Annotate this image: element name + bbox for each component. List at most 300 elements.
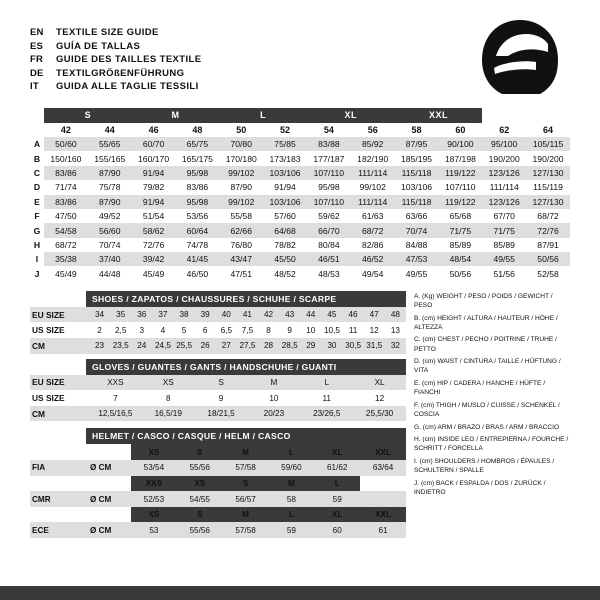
size-cell: 45 <box>327 310 337 320</box>
size-cell: M <box>270 377 278 387</box>
size-cell: 10 <box>306 325 316 335</box>
measurement-cell: 61/63 <box>351 209 395 223</box>
helmet-size-cell: 53/54 <box>143 463 165 473</box>
measurement-cell: 83/88 <box>307 137 351 151</box>
size-cell: 39 <box>200 310 210 320</box>
measurement-cell: 111/114 <box>351 166 395 180</box>
size-group-header-row <box>30 108 570 123</box>
size-cell: L <box>324 377 329 387</box>
measurement-row-label: A <box>33 139 41 150</box>
measurement-cell: 49/55 <box>482 252 526 266</box>
table-row <box>30 238 570 252</box>
measurement-cell: 177/187 <box>307 151 351 165</box>
language-code: ES <box>30 40 44 52</box>
helmet-size-cell: 57/58 <box>235 525 256 535</box>
measurement-cell: 123/126 <box>482 195 526 209</box>
helmet-value-row <box>30 491 406 507</box>
corner-cell <box>30 123 44 137</box>
size-number: 44 <box>104 124 115 135</box>
lower-section <box>30 291 570 538</box>
size-cell: 34 <box>95 310 105 320</box>
measurement-cell: 52/58 <box>526 266 570 280</box>
table-row <box>30 322 406 338</box>
helmet-size-cell: 56/57 <box>235 494 256 504</box>
legend-item: H. (cm) INSIDE LEG / ENTREPIERNA / FOURCHE / SCHRITT / FORCELLA <box>414 436 569 453</box>
helmet-size-header: XXL <box>360 444 406 460</box>
measurement-cell: 45/49 <box>132 266 176 280</box>
measurement-cell: 68/72 <box>351 223 395 237</box>
size-cell: 29 <box>306 341 316 351</box>
measurement-legend <box>414 291 570 538</box>
measurement-cell: 67/70 <box>482 209 526 223</box>
helmet-section <box>30 428 406 538</box>
size-cell: 7 <box>113 393 118 403</box>
measurement-cell: 45/49 <box>44 266 88 280</box>
measurement-cell: 95/98 <box>175 195 219 209</box>
size-number: 46 <box>148 124 159 135</box>
helmet-section-title: HELMET / CASCO / CASQUE / HELM / CASCO <box>86 428 406 444</box>
measurement-cell: 85/92 <box>351 137 395 151</box>
helmet-header-row <box>30 507 406 523</box>
size-cell: 6 <box>202 325 208 335</box>
footer-bar <box>0 586 600 600</box>
helmet-size-header: XL <box>314 444 360 460</box>
measurement-row-label: B <box>33 153 41 164</box>
legend-item: E. (cm) HIP / CADERA / HANCHE / HÜFTE / FIANCHI <box>414 380 546 397</box>
measurement-row-label: E <box>34 196 40 207</box>
row-label: US SIZE <box>32 393 65 404</box>
helmet-size-header: L <box>314 476 360 492</box>
measurement-cell: 103/106 <box>395 180 439 194</box>
size-cell: 16,5/19 <box>154 409 182 419</box>
table-row <box>30 180 570 194</box>
measurement-cell: 190/200 <box>526 151 570 165</box>
measurement-cell: 90/100 <box>438 137 482 151</box>
language-title: TEXTILGRÖßENFÜHRUNG <box>56 67 185 79</box>
measurement-cell: 60/64 <box>175 223 219 237</box>
measurement-cell: 105/115 <box>526 137 570 151</box>
size-cell: 23,5 <box>112 341 129 351</box>
size-group-s: S <box>44 108 132 123</box>
legend-item: A. (Kg) WEIGHT / PESO / POIDS / GEWICHT / PESO <box>414 292 553 310</box>
measurement-cell: 44/48 <box>88 266 132 280</box>
measurement-cell: 78/82 <box>263 238 307 252</box>
measurement-row-label: J <box>34 268 40 279</box>
measurement-cell: 91/94 <box>132 195 176 209</box>
measurement-cell: 68/72 <box>526 209 570 223</box>
gloves-table <box>30 375 406 422</box>
measurement-cell: 95/100 <box>482 137 526 151</box>
helmet-size-header: L <box>268 507 314 523</box>
row-label: CM <box>32 340 46 351</box>
legend-item: F. (cm) THIGH / MUSLO / CUISSE / SCHENKEL / COSCIA <box>414 401 560 419</box>
helmet-size-cell: 53 <box>149 525 159 535</box>
size-cell: 25,5 <box>176 341 193 351</box>
size-number: 64 <box>543 124 554 135</box>
measurement-cell: 185/195 <box>395 151 439 165</box>
size-cell: 44 <box>306 310 316 320</box>
measurement-cell: 82/86 <box>351 238 395 252</box>
helmet-size-cell: 55/56 <box>189 525 210 535</box>
measurement-cell: 115/119 <box>526 180 570 194</box>
legend-item: D. (cm) WAIST / CINTURA / TAILLE / HÜFTUNG / VITA <box>414 358 561 375</box>
language-code: FR <box>30 54 44 66</box>
size-cell: 32 <box>390 341 400 351</box>
measurement-cell: 111/114 <box>482 180 526 194</box>
measurement-cell: 83/86 <box>44 166 88 180</box>
size-group-xxl: XXL <box>395 108 483 123</box>
helmet-size-header: XS <box>131 507 177 523</box>
spacer-cell <box>30 476 89 492</box>
measurement-cell: 115/118 <box>395 166 439 180</box>
measurement-cell: 37/40 <box>88 252 132 266</box>
size-cell: 48 <box>390 310 400 320</box>
measurement-cell: 55/65 <box>88 137 132 151</box>
helmet-size-cell: 55/56 <box>189 463 210 473</box>
size-cell: 43 <box>285 310 295 320</box>
size-cell: 27,5 <box>239 341 256 351</box>
measurement-cell: 48/52 <box>263 266 307 280</box>
size-cell: 5 <box>181 325 187 335</box>
measurement-cell: 49/52 <box>88 209 132 223</box>
table-row <box>30 223 570 237</box>
table-row <box>30 151 570 165</box>
size-cell: 25,5/30 <box>365 409 394 419</box>
size-cell: 9 <box>218 393 224 403</box>
size-group-m: M <box>132 108 220 123</box>
size-cell: 28 <box>264 341 274 351</box>
measurement-cell: 53/56 <box>175 209 219 223</box>
measurement-cell: 64/68 <box>263 223 307 237</box>
measurement-cell: 75/85 <box>263 137 307 151</box>
size-cell: 28,5 <box>281 341 298 351</box>
measurement-cell: 85/89 <box>438 238 482 252</box>
measurement-cell: 55/58 <box>219 209 263 223</box>
measurement-cell: 71/75 <box>438 223 482 237</box>
size-number: 54 <box>323 124 334 135</box>
measurement-cell: 65/75 <box>175 137 219 151</box>
measurement-cell: 80/84 <box>307 238 351 252</box>
measurement-row-label: G <box>33 225 41 236</box>
size-cell: 11 <box>322 393 331 403</box>
measurement-cell: 111/114 <box>351 195 395 209</box>
measurement-cell: 66/70 <box>307 223 351 237</box>
size-cell: 13 <box>390 325 400 335</box>
helmet-standard-label: ECE <box>32 525 49 535</box>
size-cell: 18/21,5 <box>207 409 235 419</box>
measurement-cell: 173/183 <box>263 151 307 165</box>
size-cell: 11 <box>348 325 358 335</box>
helmet-size-cell: 60 <box>332 525 342 535</box>
helmet-size-cell: 57/58 <box>235 463 256 473</box>
helmet-icon <box>474 16 566 104</box>
measurement-cell: 187/198 <box>438 151 482 165</box>
helmet-size-header: M <box>223 444 269 460</box>
helmet-unit-label: Ø CM <box>90 494 112 504</box>
legend-item: I. (cm) SHOULDERS / HOMBROS / ÉPAULES / SCHULTERN / SPALLE <box>414 458 555 475</box>
helmet-size-cell: 61 <box>378 525 388 535</box>
size-cell: 30 <box>327 341 337 351</box>
language-title: GUIDE DES TAILLES TEXTILE <box>56 54 202 66</box>
measurement-cell: 63/66 <box>395 209 439 223</box>
size-group-l: L <box>219 108 307 123</box>
size-cell: 12 <box>369 325 379 335</box>
helmet-size-header: S <box>177 507 223 523</box>
size-number: 58 <box>411 124 422 135</box>
size-cell: 27 <box>221 341 231 351</box>
spacer-cell <box>89 507 131 523</box>
size-number: 62 <box>499 124 510 135</box>
measurement-cell: 39/42 <box>132 252 176 266</box>
measurement-row-label: H <box>33 239 41 250</box>
size-group-empty <box>30 108 44 123</box>
row-label: EU SIZE <box>32 377 65 388</box>
spacer-cell <box>89 476 131 492</box>
shoes-table <box>30 307 406 354</box>
empty-cell <box>360 476 406 492</box>
measurement-cell: 99/102 <box>219 195 263 209</box>
measurement-cell: 50/60 <box>44 137 88 151</box>
size-cell: 10 <box>269 393 279 403</box>
measurement-cell: 47/50 <box>44 209 88 223</box>
measurement-cell: 60/70 <box>132 137 176 151</box>
helmet-size-header: M <box>268 476 314 492</box>
size-number: 50 <box>236 124 247 135</box>
measurement-cell: 71/75 <box>482 223 526 237</box>
measurement-row-label: C <box>33 167 41 178</box>
measurement-cell: 87/95 <box>395 137 439 151</box>
size-cell: 38 <box>179 310 189 320</box>
size-number: 60 <box>455 124 466 135</box>
helmet-size-header: XXS <box>131 476 177 492</box>
helmet-size-cell: 58 <box>286 494 296 504</box>
measurement-cell: 182/190 <box>351 151 395 165</box>
size-cell: 23/26,5 <box>313 409 341 419</box>
size-number: 42 <box>60 124 71 135</box>
measurement-cell: 87/90 <box>88 166 132 180</box>
table-row <box>30 375 406 391</box>
measurement-cell: 43/47 <box>219 252 263 266</box>
measurement-cell: 65/68 <box>438 209 482 223</box>
measurement-cell: 95/98 <box>175 166 219 180</box>
measurement-cell: 103/106 <box>263 166 307 180</box>
measurement-cell: 54/58 <box>44 223 88 237</box>
size-cell: 37 <box>158 310 168 320</box>
measurement-cell: 107/110 <box>307 166 351 180</box>
size-cell: S <box>218 377 224 387</box>
measurement-cell: 46/50 <box>175 266 219 280</box>
size-number-row <box>30 123 570 137</box>
measurement-cell: 99/102 <box>351 180 395 194</box>
helmet-size-header: S <box>177 444 223 460</box>
size-group-xl: XL <box>307 108 395 123</box>
measurement-cell: 107/110 <box>438 180 482 194</box>
helmet-standard-label: FIA <box>32 463 46 473</box>
measurement-cell: 72/76 <box>526 223 570 237</box>
helmet-size-header: L <box>268 444 314 460</box>
measurement-cell: 75/78 <box>88 180 132 194</box>
measurement-cell: 48/54 <box>438 252 482 266</box>
measurement-cell: 119/122 <box>438 166 482 180</box>
helmet-size-header: M <box>223 507 269 523</box>
measurement-cell: 107/110 <box>307 195 351 209</box>
table-row <box>30 266 570 280</box>
helmet-size-header: S <box>223 476 269 492</box>
size-cell: 9 <box>287 325 292 335</box>
size-cell: 30,5 <box>345 341 362 351</box>
size-cell: 40 <box>221 310 231 320</box>
table-row <box>30 252 570 266</box>
size-cell: 4 <box>160 325 166 335</box>
table-row <box>30 195 570 209</box>
language-code: DE <box>30 67 44 79</box>
size-cell: 12 <box>375 393 385 403</box>
helmet-header-row <box>30 476 406 492</box>
spacer-cell <box>30 444 89 460</box>
helmet-unit-label: Ø CM <box>90 525 112 535</box>
measurement-cell: 48/53 <box>307 266 351 280</box>
measurement-row-label: I <box>35 254 39 265</box>
measurement-cell: 51/56 <box>482 266 526 280</box>
helmet-size-cell: 52/53 <box>143 494 165 504</box>
size-cell: XXS <box>107 377 124 387</box>
measurement-cell: 62/66 <box>219 223 263 237</box>
helmet-header-row <box>30 444 406 460</box>
size-cell: 6,5 <box>220 325 232 335</box>
measurement-cell: 150/160 <box>44 151 88 165</box>
measurement-cell: 91/94 <box>132 166 176 180</box>
measurement-cell: 46/51 <box>307 252 351 266</box>
size-cell: 8 <box>165 393 171 403</box>
measurement-cell: 47/53 <box>395 252 439 266</box>
row-label: CM <box>32 408 46 419</box>
measurement-cell: 127/130 <box>526 166 570 180</box>
measurement-cell: 160/170 <box>132 151 176 165</box>
helmet-size-cell: 63/64 <box>372 463 394 473</box>
size-cell: 10,5 <box>323 325 340 335</box>
measurement-cell: 165/175 <box>175 151 219 165</box>
empty-cell <box>360 491 406 507</box>
measurement-cell: 170/180 <box>219 151 263 165</box>
helmet-size-cell: 59/60 <box>281 463 302 473</box>
measurement-row-label: F <box>34 211 40 222</box>
language-code: IT <box>30 81 39 93</box>
size-cell: 31,5 <box>366 341 383 351</box>
helmet-size-header: XL <box>314 507 360 523</box>
measurement-cell: 155/165 <box>88 151 132 165</box>
spacer-cell <box>89 444 131 460</box>
measurement-row-label: D <box>33 182 41 193</box>
measurement-cell: 87/90 <box>88 195 132 209</box>
measurement-cell: 70/80 <box>219 137 263 151</box>
size-cell: 46 <box>348 310 358 320</box>
measurement-cell: 83/86 <box>44 195 88 209</box>
table-row <box>30 390 406 406</box>
legend-item: J. (cm) BACK / ESPALDA / DOS / ZURÜCK / INDIETRO <box>414 479 546 497</box>
measurement-cell: 50/56 <box>526 252 570 266</box>
measurement-cell: 45/50 <box>263 252 307 266</box>
measurement-cell: 76/80 <box>219 238 263 252</box>
measurement-cell: 84/88 <box>395 238 439 252</box>
measurement-cell: 91/94 <box>263 180 307 194</box>
legend-item: G. (cm) ARM / BRAZO / BRAS / ARM / BRACCIO <box>414 423 560 431</box>
language-title: GUÍA DE TALLAS <box>56 40 141 52</box>
helmet-size-header: XS <box>131 444 177 460</box>
measurement-cell: 70/74 <box>395 223 439 237</box>
helmet-size-header: XXL <box>360 507 406 523</box>
size-number: 52 <box>280 124 291 135</box>
language-code: EN <box>30 27 44 38</box>
size-number: 56 <box>367 124 378 135</box>
gloves-section-title: GLOVES / GUANTES / GANTS / HANDSCHUHE / GUANTI <box>86 359 406 375</box>
measurement-cell: 123/126 <box>482 166 526 180</box>
measurement-cell: 127/130 <box>526 195 570 209</box>
measurement-cell: 95/98 <box>307 180 351 194</box>
table-row <box>30 166 570 180</box>
table-row <box>30 307 406 323</box>
measurement-cell: 115/118 <box>395 195 439 209</box>
helmet-unit-label: Ø CM <box>90 463 112 473</box>
size-cell: 24 <box>137 341 147 351</box>
row-label: US SIZE <box>32 325 65 336</box>
size-cell: 41 <box>242 310 252 320</box>
helmet-size-cell: 59 <box>286 525 296 535</box>
size-cell: 24,5 <box>154 341 171 351</box>
helmet-size-cell: 61/62 <box>326 463 348 473</box>
measurement-cell: 51/54 <box>132 209 176 223</box>
helmet-size-header: XS <box>177 476 223 492</box>
language-title: TEXTILE SIZE GUIDE <box>56 27 159 38</box>
lower-left-column <box>30 291 406 538</box>
size-cell: 23 <box>95 341 105 351</box>
size-cell: 8 <box>266 325 271 335</box>
measurement-cell: 99/102 <box>219 166 263 180</box>
measurement-cell: 103/106 <box>263 195 307 209</box>
size-cell: 2 <box>97 325 102 335</box>
measurement-cell: 87/91 <box>526 238 570 252</box>
table-row <box>30 338 406 354</box>
spacer-cell <box>30 507 89 523</box>
size-cell: 47 <box>369 310 379 320</box>
size-cell: 35 <box>116 310 126 320</box>
measurement-cell: 58/62 <box>132 223 176 237</box>
size-cell: 2,5 <box>114 325 127 335</box>
helmet-table <box>30 444 406 538</box>
measurement-cell: 59/62 <box>307 209 351 223</box>
measurement-cell: 85/89 <box>482 238 526 252</box>
helmet-value-row <box>30 522 406 538</box>
helmet-size-cell: 59 <box>332 494 342 504</box>
measurement-cell: 190/200 <box>482 151 526 165</box>
measurement-cell: 41/45 <box>175 252 219 266</box>
size-number: 48 <box>192 124 203 135</box>
size-cell: 26 <box>200 341 210 351</box>
helmet-standard-label: CMR <box>32 494 51 504</box>
measurement-cell: 68/72 <box>44 238 88 252</box>
size-cell: XL <box>374 377 385 387</box>
row-label: EU SIZE <box>32 309 65 320</box>
measurement-cell: 71/74 <box>44 180 88 194</box>
size-cell: 42 <box>264 310 274 320</box>
measurement-cell: 50/56 <box>438 266 482 280</box>
table-row <box>30 209 570 223</box>
size-cell: 3 <box>139 325 145 335</box>
measurement-cell: 119/122 <box>438 195 482 209</box>
legend-item: B. (cm) HEIGHT / ALTURA / HAUTEUR / HÖHE / ALTEZZA <box>414 314 558 331</box>
size-cell: XS <box>162 377 174 387</box>
measurement-cell: 46/52 <box>351 252 395 266</box>
measurement-cell: 87/90 <box>219 180 263 194</box>
